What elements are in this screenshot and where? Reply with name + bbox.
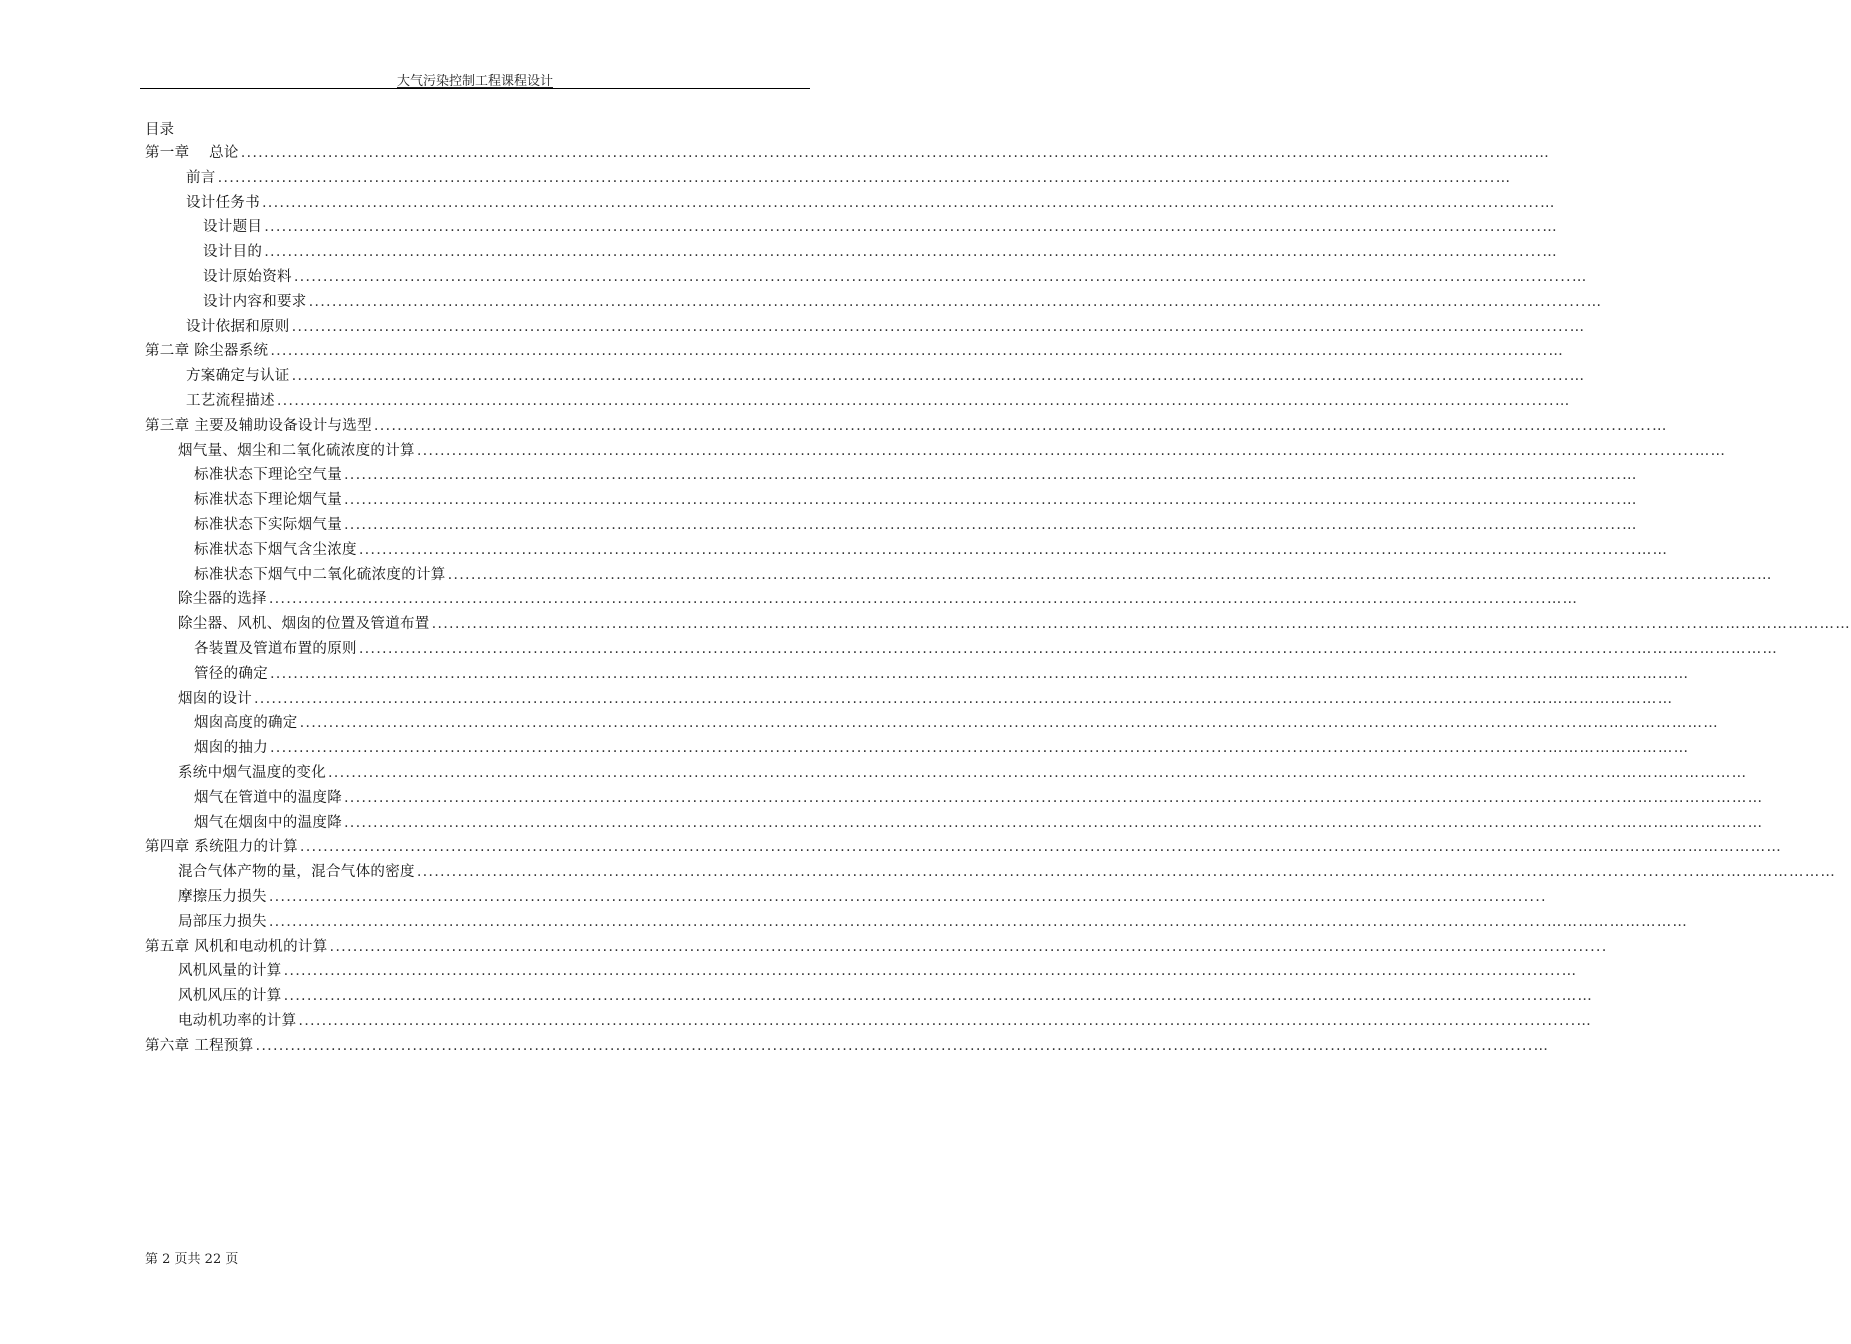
toc-entry[interactable] [186, 167, 1512, 189]
header-rule [140, 88, 810, 89]
toc-entry-label: 第五章 风机和电动机的计算 [145, 938, 328, 955]
toc-entry[interactable] [203, 291, 1603, 313]
toc-entry[interactable] [145, 415, 1668, 437]
toc-entry[interactable] [178, 588, 1579, 610]
toc-entry[interactable] [194, 663, 1690, 685]
toc-entry-page-ref: … [1586, 293, 1603, 310]
toc-entry[interactable] [178, 1010, 1593, 1032]
toc-dot-leader: ............................................................................................................................................................................................................................ [358, 641, 1637, 657]
toc-entry-page-ref: …… [1546, 591, 1579, 608]
toc-entry[interactable] [178, 762, 1748, 784]
toc-entry[interactable] [145, 1035, 1550, 1057]
toc-dot-leader: ............................................................................................................................................................................................................................ [240, 145, 1519, 161]
toc-entry[interactable] [194, 514, 1638, 536]
toc-entry[interactable] [178, 861, 1837, 883]
toc-dot-leader: ............................................................................................................................................................................................................................ [358, 541, 1637, 558]
toc-entry[interactable] [194, 812, 1764, 834]
toc-entry-page-ref: … [1576, 1013, 1593, 1029]
toc-entry-page-ref: …… [1561, 988, 1594, 1005]
toc-entry[interactable] [145, 340, 1565, 362]
toc-entry-label: 系统中烟气温度的变化 [178, 765, 326, 781]
toc-entry[interactable] [178, 985, 1594, 1007]
toc-dot-leader: ............................................................................................................................................................................................................................ [276, 393, 1555, 409]
toc-entry-label: 标准状态下理论空气量 [194, 467, 342, 484]
toc-entry-label: 第三章 主要及辅助设备设计与选型 [145, 417, 372, 434]
toc-entry-page-ref: ………………………………… [1577, 839, 1783, 856]
toc-entry[interactable] [194, 464, 1638, 486]
toc-entry-label: 烟囱高度的确定 [194, 715, 298, 732]
toc-entry-page-ref: … [1542, 219, 1558, 236]
toc-entry-page-ref: ……………………… [1548, 665, 1690, 682]
toc-entry-label: 风机风压的计算 [178, 988, 282, 1005]
toc-entry-label: 烟气量、烟尘和二氧化硫浓度的计算 [178, 442, 415, 459]
toc-dot-leader: ............................................................................................................................................................................................................................ [293, 269, 1572, 285]
toc-dot-leader: ............................................................................................................................................................................................................................ [264, 219, 1543, 236]
toc-dot-leader: ............................................................................................................................................................................................................................ [262, 194, 1541, 211]
toc-entry[interactable] [178, 911, 1689, 933]
toc-entry-label: 风机风量的计算 [178, 963, 282, 980]
toc-entry-label: 设计依据和原则 [186, 318, 290, 335]
toc-entry[interactable] [145, 936, 1608, 958]
toc-entry-label: 烟囱的设计 [178, 690, 252, 707]
toc-entry-page-ref: …… [1518, 145, 1551, 161]
toc-entry[interactable] [178, 886, 1547, 908]
toc-dot-leader: ............................................................................................................................................................................................................................ [255, 1037, 1534, 1054]
toc-entry[interactable] [178, 440, 1727, 462]
toc-entry-label: 混合气体产物的量，混合气体的密度 [178, 864, 415, 881]
toc-entry-label: 除尘器的选择 [178, 591, 267, 608]
toc-entry[interactable] [186, 365, 1586, 387]
toc-entry-label: 设计内容和要求 [203, 293, 307, 310]
toc-entry[interactable] [194, 489, 1638, 511]
toc-entry[interactable] [186, 316, 1586, 338]
toc-entry-label: 工艺流程描述 [186, 393, 275, 409]
toc-entry-page-ref: ……………………… [1636, 641, 1779, 657]
toc-dot-leader: ............................................................................................................................................................................................................................ [344, 814, 1623, 831]
toc-entry-label: 前言 [186, 169, 216, 186]
toc-entry-page-ref: …… [1636, 541, 1669, 558]
toc-entry[interactable] [178, 960, 1578, 982]
toc-dot-leader: ............................................................................................................................................................................................................................ [254, 690, 1533, 707]
toc-entry-page-ref: ……… [1725, 566, 1773, 583]
toc-entry-label: 除尘器、风机、烟囱的位置及管道布置 [178, 616, 430, 633]
toc-dot-leader: ............................................................................................................................................................................................................................ [299, 839, 1578, 856]
toc-entry[interactable] [194, 712, 1719, 734]
toc-entry-page-ref: … [1542, 244, 1558, 261]
toc-dot-leader: ............................................................................................................................................................................................................................ [270, 665, 1549, 682]
toc-entry-label: 烟气在管道中的温度降 [194, 789, 342, 806]
toc-entry-page-ref: ……………………… [1694, 864, 1837, 881]
toc-entry-page-ref: … [1569, 318, 1586, 335]
toc-dot-leader: ............................................................................................................................................................................................................................ [283, 988, 1562, 1005]
toc-entry[interactable] [203, 266, 1588, 288]
toc-dot-leader: ............................................................................................................................................................................................................................ [291, 368, 1570, 385]
toc-entry-page-ref: … [1495, 169, 1512, 186]
toc-dot-leader: ............................................................................................................................................................................................................................ [270, 740, 1549, 757]
toc-entry-page-ref: … [1533, 1037, 1550, 1054]
toc-entry-page-ref: … [1622, 517, 1638, 533]
toc-entry-page-ref: … [1554, 393, 1571, 409]
toc-dot-leader: ............................................................................................................................................................................................................................ [416, 864, 1695, 881]
toc-dot-leader: ............................................................................................................................................................................................................................ [268, 889, 1547, 905]
toc-dot-leader: ............................................................................................................................................................................................................................ [447, 566, 1726, 583]
toc-entry[interactable] [145, 142, 1551, 164]
toc-entry-page-ref: … [1571, 269, 1588, 285]
toc-dot-leader: ............................................................................................................................................................................................................................ [283, 963, 1562, 980]
toc-dot-leader: ............................................................................................................................................................................................................................ [291, 318, 1570, 335]
toc-entry[interactable] [194, 787, 1764, 809]
toc-entry[interactable] [194, 564, 1773, 586]
toc-entry-page-ref: ……………………… [1622, 814, 1764, 831]
toc-entry-page-ref: ……………………… [1548, 740, 1690, 757]
toc-entry-page-ref: ……………………… [1546, 913, 1689, 930]
toc-dot-leader: ............................................................................................................................................................................................................................ [344, 467, 1623, 484]
toc-dot-leader: ............................................................................................................................................................................................................................ [268, 591, 1547, 608]
toc-entry-label: 第一章 总论 [145, 145, 239, 161]
toc-entry-label: 烟气在烟囱中的温度降 [194, 814, 342, 831]
toc-entry-page-ref: ……………………… [1532, 690, 1674, 707]
toc-entry-label: 方案确定与认证 [186, 368, 290, 385]
toc-entry-label: 第六章 工程预算 [145, 1037, 254, 1054]
toc-entry-label: 标准状态下理论烟气量 [194, 492, 342, 509]
toc-dot-leader: ............................................................................................................................................................................................................................ [416, 442, 1695, 459]
toc-entry-label: 标准状态下烟气中二氧化硫浓度的计算 [194, 566, 446, 583]
toc-dot-leader: ............................................................................................................................................................................................................................ [298, 1013, 1577, 1029]
toc-entry-label: 设计任务书 [186, 194, 260, 211]
toc-dot-leader: ............................................................................................................................................................................................................................ [344, 517, 1623, 533]
toc-entry[interactable] [194, 539, 1669, 561]
toc-entry-label: 各装置及管道布置的原则 [194, 641, 357, 657]
toc-dot-leader: ............................................................................................................................................................................................................................ [328, 765, 1607, 781]
toc-entry-page-ref: … [1622, 492, 1638, 509]
toc-entry[interactable] [194, 638, 1779, 660]
page-number: 第 2 页共 22 页 [145, 1252, 239, 1267]
toc-entry[interactable] [186, 390, 1571, 412]
toc-entry-label: 电动机功率的计算 [178, 1013, 297, 1029]
toc-entry-label: 标准状态下实际烟气量 [194, 517, 342, 533]
toc-dot-leader: ............................................................................................................................................................................................................................ [270, 343, 1549, 360]
toc-dot-leader: ............................................................................................................................................................................................................................ [264, 244, 1543, 261]
toc-entry[interactable] [203, 241, 1558, 263]
toc-entry-label: 摩擦压力损失 [178, 889, 267, 905]
toc-entry-label: 局部压力损失 [178, 913, 267, 930]
toc-entry-label: 设计目的 [203, 244, 263, 261]
toc-entry-page-ref: …… [1694, 442, 1727, 459]
toc-entry-page-ref: … [1540, 194, 1556, 211]
toc-entry-page-ref: ……………………… [1622, 789, 1764, 806]
toc-entry[interactable] [178, 688, 1674, 710]
toc-dot-leader: ............................................................................................................................................................................................................................ [431, 616, 1710, 633]
toc-entry-label: 标准状态下烟气含尘浓度 [194, 541, 357, 558]
toc-entry[interactable] [178, 613, 1851, 635]
toc-entry-page-ref: … [1569, 368, 1586, 385]
toc-entry[interactable] [203, 216, 1558, 238]
toc-dot-leader: ............................................................................................................................................................................................................................ [344, 492, 1623, 509]
toc-entry-page-ref: … [1622, 467, 1638, 484]
toc-entry[interactable] [194, 737, 1690, 759]
toc-dot-leader: ............................................................................................................................................................................................................................ [373, 417, 1652, 434]
toc-entry-label: 管径的确定 [194, 665, 268, 682]
toc-entry-page-ref: ……………………… [1577, 715, 1719, 732]
toc-entry-page-ref: … [1548, 343, 1565, 360]
toc-entry-label: 烟囱的抽力 [194, 740, 268, 757]
toc-entry-page-ref: … [1651, 417, 1668, 434]
toc-title: 目录 [145, 122, 174, 138]
toc-entry[interactable] [186, 192, 1556, 214]
toc-dot-leader: ............................................................................................................................................................................................................................ [268, 913, 1547, 930]
toc-entry[interactable] [145, 836, 1783, 858]
toc-entry-page-ref: ……………………… [1709, 616, 1851, 633]
running-header: 大气污染控制工程课程设计 [396, 74, 553, 89]
toc-entry-label: 第二章 除尘器系统 [145, 343, 269, 360]
toc-entry-label: 设计题目 [203, 219, 263, 236]
toc-entry-page-ref: ……………………… [1606, 765, 1748, 781]
toc-entry-label: 设计原始资料 [203, 269, 292, 285]
toc-dot-leader: ............................................................................................................................................................................................................................ [329, 938, 1608, 955]
toc-dot-leader: ............................................................................................................................................................................................................................ [217, 169, 1496, 186]
toc-entry-label: 第四章 系统阻力的计算 [145, 839, 298, 856]
toc-dot-leader: ............................................................................................................................................................................................................................ [308, 293, 1587, 310]
toc-entry-page-ref: … [1561, 963, 1578, 980]
toc-dot-leader: ............................................................................................................................................................................................................................ [299, 715, 1578, 732]
toc-dot-leader: ............................................................................................................................................................................................................................ [344, 789, 1623, 806]
